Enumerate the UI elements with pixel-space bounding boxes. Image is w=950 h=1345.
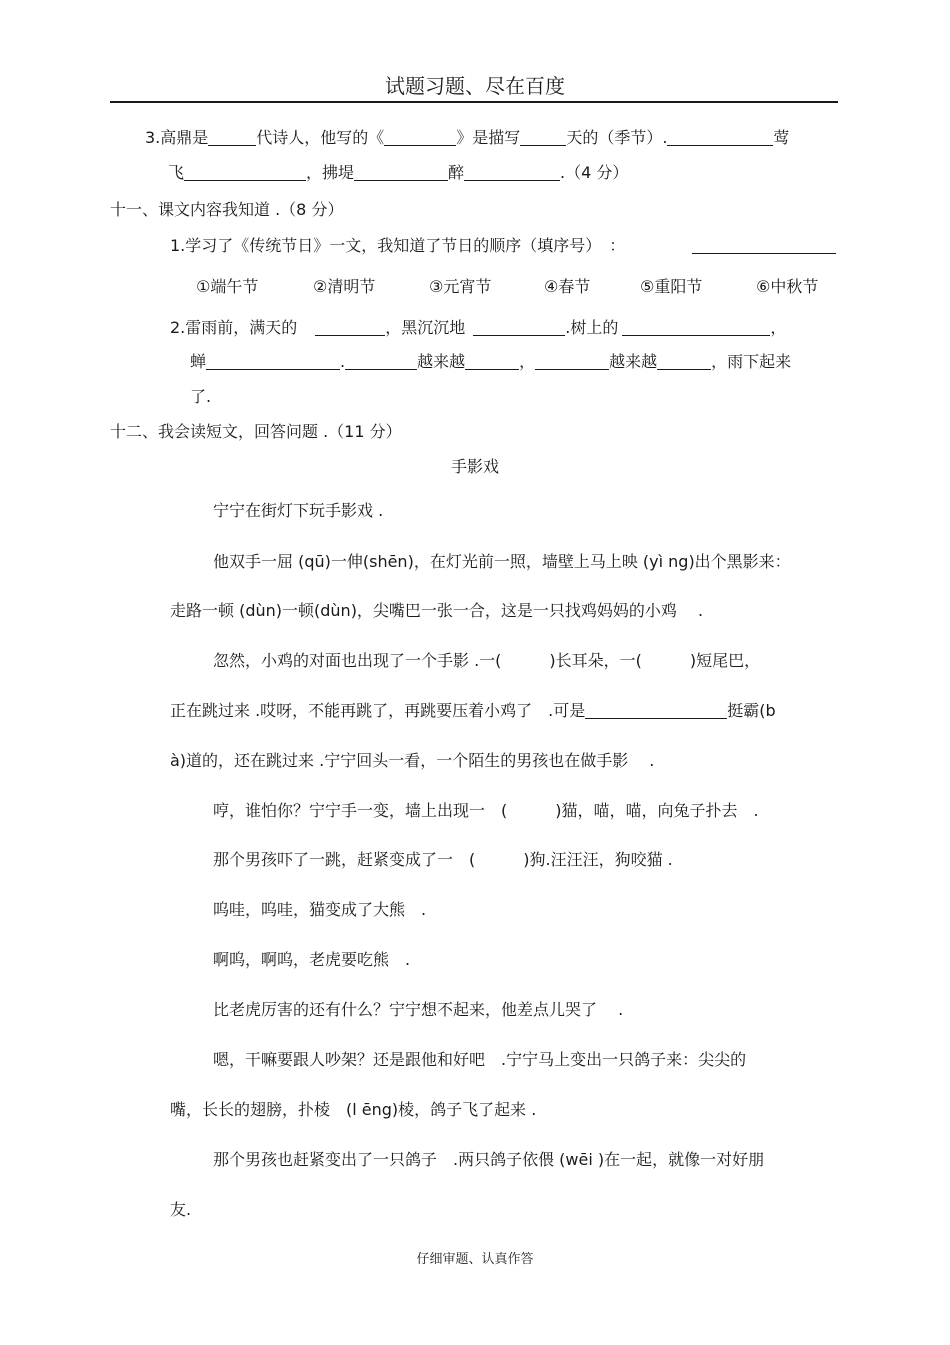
q1-option-3: ③元宵节	[429, 277, 492, 296]
q2-blank-3[interactable]	[622, 319, 770, 336]
q3-text-g: ，拂堤	[306, 163, 355, 182]
q1-option-1: ①端午节	[196, 277, 259, 296]
q2-blank-2[interactable]	[473, 319, 565, 336]
q2-blank-4[interactable]	[206, 353, 340, 370]
page-header-title: 试题习题、尽在百度	[385, 74, 565, 98]
q3-blank-poem[interactable]	[384, 129, 456, 146]
story-paragraph-3-line-3: à)道的，还在跳过来 .宁宁回头一看，一个陌生的男孩也在做手影 .	[170, 751, 655, 770]
q2-text-a: 2.雷雨前，满天的	[170, 318, 298, 337]
p3-line-2-text-a: 正在跳过来 .哎呀，不能再跳了，再跳要压着小鸡了 .可是	[170, 701, 586, 720]
q2-line-1	[170, 318, 786, 338]
story-paragraph-10-line-1: 那个男孩也赶紧变出了一只鸽子 .两只鸽子依偎 (wēi )在一起，就像一对好朋	[213, 1150, 765, 1169]
q2-text-e: 蝉	[190, 352, 207, 371]
story-paragraph-1: 宁宁在街灯下玩手影戏 .	[213, 501, 384, 520]
q2-line-2	[190, 352, 791, 372]
q1-option-6: ⑥中秋节	[756, 277, 819, 296]
q3-text-h: 醉	[448, 163, 465, 182]
story-paragraph-2-line-1: 他双手一屈 (qū)一伸(shēn)，在灯光前一照，墙壁上马上映 (yì ng)出个黑影来：	[213, 552, 791, 571]
q2-line-3: 了.	[190, 387, 212, 406]
story-paragraph-2-line-2: 走路一顿 (dùn)一顿(dùn)，尖嘴巴一张一合，这是一只找鸡妈妈的小鸡 .	[170, 601, 704, 620]
q2-blank-1[interactable]	[315, 319, 385, 336]
q1-text: 1.学习了《传统节日》一文，我知道了节日的顺序（填序号） ：	[170, 236, 626, 255]
q1-options	[196, 277, 836, 297]
p3-line-2-text-b: 挺霸(b	[727, 701, 776, 720]
story-paragraph-3-line-2	[170, 701, 776, 721]
story-paragraph-10-line-2: 友.	[170, 1200, 192, 1219]
story-paragraph-8: 比老虎厉害的还有什么？宁宁想不起来，他差点儿哭了 .	[213, 1000, 624, 1019]
q3-line-2	[168, 163, 628, 183]
q1-option-2: ②清明节	[313, 277, 376, 296]
story-paragraph-6: 呜哇，呜哇，猫变成了大熊 .	[213, 900, 427, 919]
q2-text-f: .	[340, 352, 346, 371]
q3-blank-season[interactable]	[520, 129, 566, 146]
q2-text-h: ，	[519, 352, 536, 371]
story-paragraph-5: 那个男孩吓了一跳，赶紧变成了一 ( )狗.汪汪汪，狗咬猫 .	[213, 850, 673, 869]
q3-blank-verse-2[interactable]	[184, 164, 306, 181]
p3-answer-blank[interactable]	[585, 702, 727, 719]
q3-blank-dynasty[interactable]	[208, 129, 256, 146]
q3-blank-verse-1[interactable]	[667, 129, 773, 146]
q3-text-f: 飞	[168, 163, 185, 182]
section-11-heading: 十一、课文内容我知道 .（8 分）	[110, 200, 344, 219]
q1-answer-blank[interactable]	[692, 237, 836, 254]
q2-blank-8[interactable]	[657, 353, 711, 370]
q3-text-i: .（4 分）	[560, 163, 629, 182]
q3-blank-verse-3[interactable]	[354, 164, 448, 181]
q3-blank-verse-4[interactable]	[464, 164, 560, 181]
q3-text-c: 》是描写	[456, 128, 521, 147]
story-paragraph-3-line-1: 忽然，小鸡的对面也出现了一个手影 .一( )长耳朵，一( )短尾巴，	[213, 651, 761, 670]
q2-text-i: 越来越	[609, 352, 658, 371]
q3-text-d: 天的（季节）.	[566, 128, 668, 147]
story-title: 手影戏	[450, 457, 499, 476]
page-footer: 仔细审题、认真作答	[416, 1252, 534, 1267]
q1-option-4: ④春节	[544, 277, 591, 296]
q2-text-c: .树上的	[565, 318, 619, 337]
story-paragraph-7: 啊呜，啊呜，老虎要吃熊 .	[213, 950, 411, 969]
q3-line-1	[145, 128, 789, 148]
section-11-q1	[170, 236, 625, 256]
q2-text-b: ，黑沉沉地	[385, 318, 466, 337]
q2-text-d: ，	[770, 318, 787, 337]
q3-text-a: 3.高鼎是	[145, 128, 209, 147]
q2-text-g: 越来越	[417, 352, 466, 371]
story-paragraph-4: 哼，谁怕你？宁宁手一变，墙上出现一 ( )猫，喵，喵，向兔子扑去 .	[213, 801, 759, 820]
q2-blank-6[interactable]	[465, 353, 519, 370]
q2-blank-5[interactable]	[345, 353, 417, 370]
header-divider	[110, 101, 838, 103]
q2-text-j: ，雨下起来	[711, 352, 792, 371]
story-paragraph-9-line-2: 嘴，长长的翅膀，扑棱 (l ēng)棱，鸽子飞了起来 .	[170, 1100, 537, 1119]
story-paragraph-9-line-1: 嗯，干嘛要跟人吵架？还是跟他和好吧 .宁宁马上变出一只鸽子来：尖尖的	[213, 1050, 747, 1069]
section-12-heading: 十二、我会读短文，回答问题 .（11 分）	[110, 422, 402, 441]
q3-text-e: 莺	[773, 128, 790, 147]
q2-blank-7[interactable]	[535, 353, 609, 370]
q3-text-b: 代诗人，他写的《	[256, 128, 385, 147]
q1-option-5: ⑤重阳节	[640, 277, 703, 296]
